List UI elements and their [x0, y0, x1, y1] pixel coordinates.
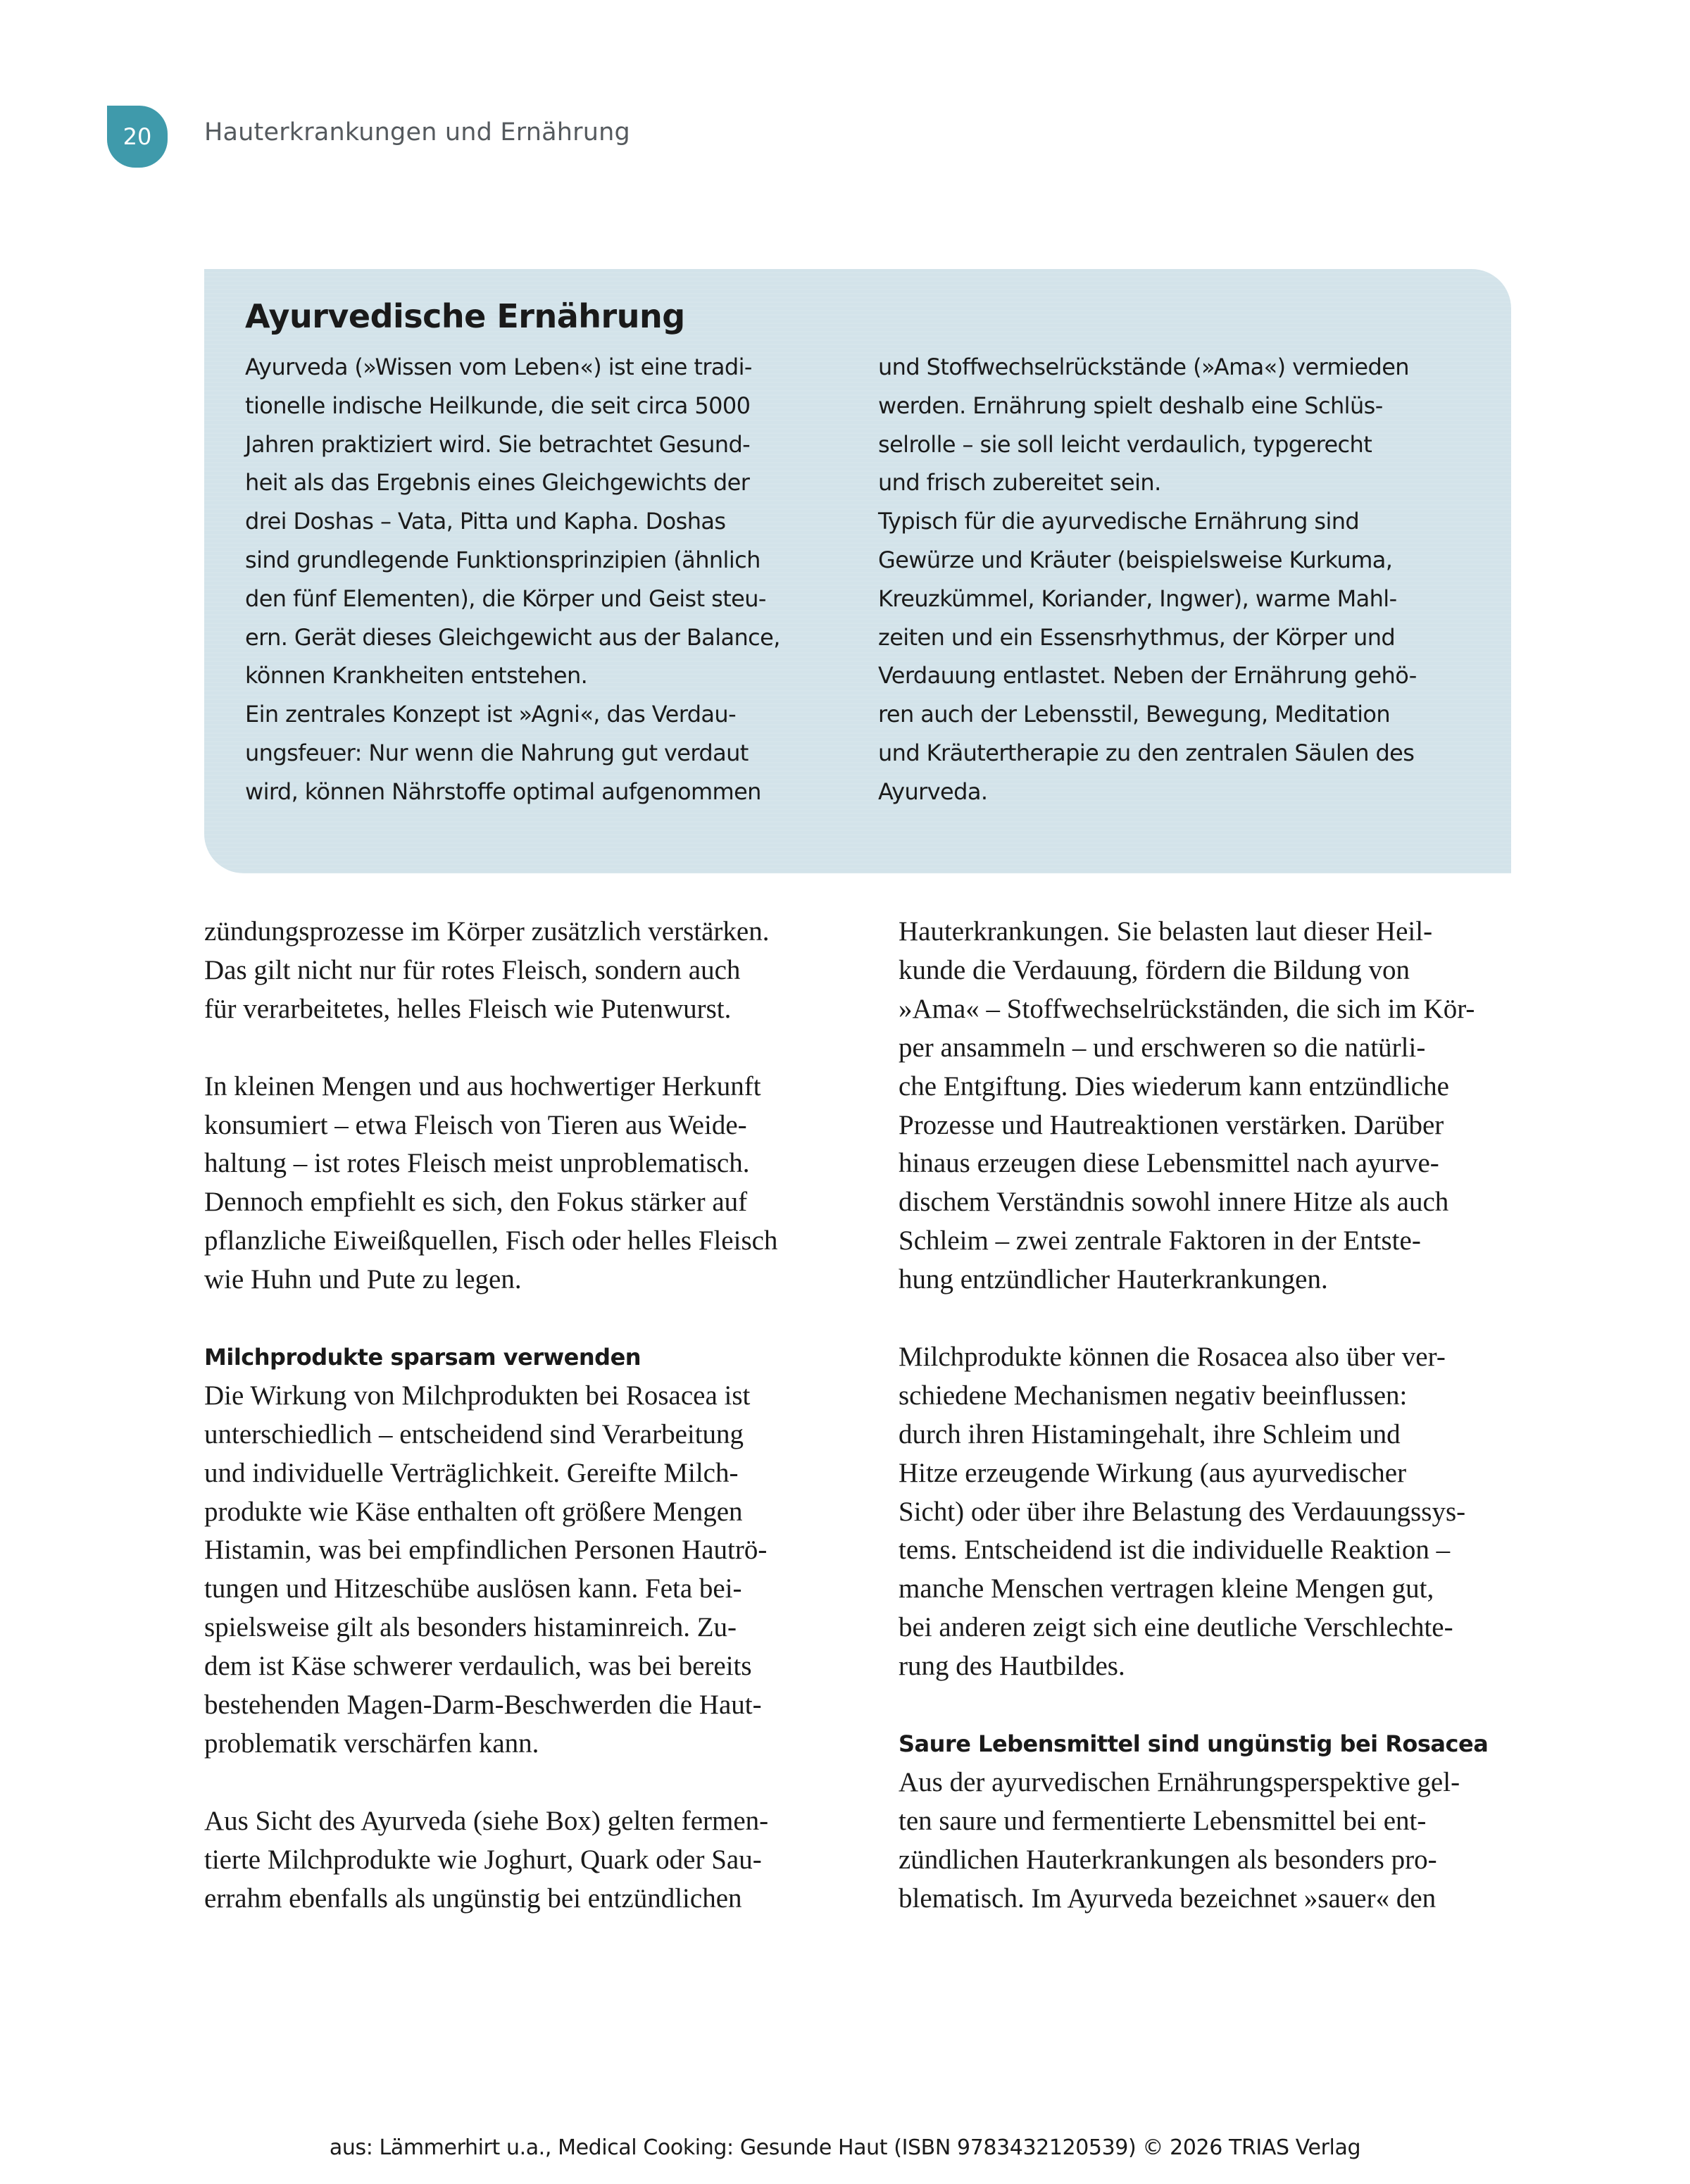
text-line: durch ihren Histamingehalt, ihre Schleim und: [899, 1418, 1401, 1449]
text-line: »Ama« – Stoffwechselrückständen, die sich im Kör-: [899, 993, 1475, 1024]
paragraph: [899, 1764, 1532, 1918]
text-line: Dennoch empfiehlt es sich, den Fokus stärker auf: [204, 1187, 748, 1218]
text-line: rung des Hautbildes.: [899, 1651, 1125, 1682]
text-line: bestehenden Magen-Darm-Beschwerden die Haut-: [204, 1690, 762, 1721]
text-line: tungen und Hitzeschübe auslösen kann. Feta bei-: [204, 1573, 742, 1604]
text-line: wie Huhn und Pute zu legen.: [204, 1264, 522, 1295]
text-line: In kleinen Mengen und aus hochwertiger Herkunft: [204, 1071, 761, 1102]
paragraph-gap: [204, 1764, 838, 1802]
text-line: Sicht) oder über ihre Belastung des Verdauungssys-: [899, 1496, 1466, 1527]
page-number: 20: [123, 123, 152, 150]
text-line: Das gilt nicht nur für rotes Fleisch, sondern auch: [204, 954, 741, 985]
text-line: pflanzliche Eiweißquellen, Fisch oder helles Fleisch: [204, 1225, 778, 1256]
text-line: Hauterkrankungen. Sie belasten laut dieser Heil-: [899, 916, 1433, 947]
text-line: blematisch. Im Ayurveda bezeichnet »sauer« den: [899, 1883, 1436, 1914]
text-line: für verarbeitetes, helles Fleisch wie Putenwurst.: [204, 993, 732, 1024]
text-line: Ein zentrales Konzept ist »Agni«, das Verdau-: [245, 701, 737, 728]
text-line: per ansammeln – und erschweren so die natürli-: [899, 1032, 1426, 1063]
text-line: können Krankheiten entstehen.: [245, 662, 588, 689]
text-line: Prozesse und Hautreaktionen verstärken. Darüber: [899, 1109, 1444, 1140]
running-head: Hauterkrankungen und Ernährung: [204, 118, 630, 146]
text-line: und individuelle Verträglichkeit. Gereifte Milch-: [204, 1457, 739, 1488]
text-line: bei anderen zeigt sich eine deutliche Verschlechte-: [899, 1612, 1453, 1643]
text-line: konsumiert – etwa Fleisch von Tieren aus Weide-: [204, 1109, 747, 1140]
subheading-saure-lebensmittel: Saure Lebensmittel sind ungünstig bei Rosacea: [899, 1730, 1489, 1757]
text-line: und Kräutertherapie zu den zentralen Säulen des: [878, 739, 1415, 766]
text-line: tierte Milchprodukte wie Joghurt, Quark oder Sau-: [204, 1844, 762, 1875]
text-line: ungsfeuer: Nur wenn die Nahrung gut verdaut: [245, 739, 749, 766]
text-line: hinaus erzeugen diese Lebensmittel nach ayurve-: [899, 1148, 1439, 1179]
text-line: Jahren praktiziert wird. Sie betrachtet Gesund-: [245, 430, 751, 458]
paragraph-gap: [899, 1299, 1532, 1338]
text-line: Schleim – zwei zentrale Faktoren in der Entste-: [899, 1225, 1421, 1256]
paragraph: [204, 913, 838, 1029]
text-line: zündlichen Hauterkrankungen als besonders pro-: [899, 1844, 1437, 1875]
text-line: Gewürze und Kräuter (beispielsweise Kurkuma,: [878, 546, 1393, 573]
text-line: und frisch zubereitet sein.: [878, 469, 1161, 497]
text-line: Milchprodukte können die Rosacea also über ver-: [899, 1341, 1446, 1372]
paragraph: [899, 913, 1532, 1299]
text-line: errahm ebenfalls als ungünstig bei entzündlichen: [204, 1883, 742, 1914]
text-line: sind grundlegende Funktionsprinzipien (ähnlich: [245, 546, 760, 573]
body-column-left: [204, 913, 838, 1918]
text-line: hung entzündlicher Hauterkrankungen.: [899, 1264, 1328, 1295]
text-line: selrolle – sie soll leicht verdaulich, typgerecht: [878, 430, 1372, 458]
text-line: unterschiedlich – entscheidend sind Verarbeitung: [204, 1418, 744, 1449]
paragraph-gap: [204, 1029, 838, 1068]
text-line: Die Wirkung von Milchprodukten bei Rosacea ist: [204, 1380, 751, 1411]
text-line: Typisch für die ayurvedische Ernährung sind: [878, 508, 1360, 535]
text-line: und Stoffwechselrückstände (»Ama«) vermieden: [878, 354, 1409, 380]
subheading-milchprodukte: Milchprodukte sparsam verwenden: [204, 1343, 641, 1371]
text-line: dischem Verständnis sowohl innere Hitze als auch: [899, 1187, 1449, 1218]
text-line: drei Doshas – Vata, Pitta und Kapha. Doshas: [245, 508, 726, 535]
text-line: Ayurveda (»Wissen vom Leben«) ist eine tradi-: [245, 354, 752, 380]
text-line: tionelle indische Heilkunde, die seit circa 5000: [245, 392, 751, 419]
text-line: wird, können Nährstoffe optimal aufgenommen: [245, 778, 761, 805]
text-line: schiedene Mechanismen negativ beeinflussen:: [899, 1380, 1408, 1411]
body-column-right: [899, 913, 1532, 1918]
paragraph-gap: [899, 1686, 1532, 1725]
text-line: zeiten und ein Essensrhythmus, der Körper und: [878, 623, 1396, 651]
text-line: Aus Sicht des Ayurveda (siehe Box) gelten fermen-: [204, 1805, 769, 1836]
paragraph: [204, 1068, 838, 1299]
text-line: heit als das Ergebnis eines Gleichgewichts der: [245, 469, 750, 497]
text-line: Ayurveda.: [878, 778, 988, 805]
text-line: Verdauung entlastet. Neben der Ernährung gehö-: [878, 662, 1417, 689]
text-line: dem ist Käse schwerer verdaulich, was bei bereits: [204, 1651, 752, 1682]
text-line: problematik verschärfen kann.: [204, 1728, 539, 1759]
info-box-left-column: [245, 348, 837, 811]
text-line: den fünf Elementen), die Körper und Geist steu-: [245, 585, 766, 612]
text-line: spielsweise gilt als besonders histaminreich. Zu-: [204, 1612, 737, 1643]
text-line: che Entgiftung. Dies wiederum kann entzündliche: [899, 1071, 1449, 1102]
info-box-ayurveda: [204, 269, 1511, 873]
text-line: manche Menschen vertragen kleine Mengen gut,: [899, 1573, 1434, 1604]
paragraph: [204, 1802, 838, 1918]
info-box-right-column: [878, 348, 1470, 811]
text-line: Kreuzkümmel, Koriander, Ingwer), warme Mahl-: [878, 585, 1397, 612]
text-line: Hitze erzeugende Wirkung (aus ayurvedischer: [899, 1457, 1407, 1488]
text-line: haltung – ist rotes Fleisch meist unproblematisch.: [204, 1148, 750, 1179]
info-box-title: Ayurvedische Ernährung: [245, 297, 685, 335]
text-line: Histamin, was bei empfindlichen Personen Hautrö-: [204, 1535, 768, 1566]
paragraph: [899, 1338, 1532, 1686]
text-line: ten saure und fermentierte Lebensmittel bei ent-: [899, 1805, 1427, 1836]
text-line: zündungsprozesse im Körper zusätzlich verstärken.: [204, 916, 770, 947]
text-line: werden. Ernährung spielt deshalb eine Schlüs-: [878, 392, 1383, 419]
paragraph-gap: [204, 1299, 838, 1338]
page-number-badge: [107, 106, 168, 168]
text-line: Aus der ayurvedischen Ernährungsperspektive gel-: [899, 1766, 1460, 1797]
text-line: ren auch der Lebensstil, Bewegung, Meditation: [878, 701, 1391, 728]
footer-citation: aus: Lämmerhirt u.a., Medical Cooking: Gesunde Haut (ISBN 9783432120539) © 2026 TRIAS Verlag: [329, 2135, 1361, 2160]
text-line: produkte wie Käse enthalten oft größere Mengen: [204, 1496, 743, 1527]
text-line: tems. Entscheidend ist die individuelle Reaktion –: [899, 1535, 1451, 1566]
text-line: ern. Gerät dieses Gleichgewicht aus der Balance,: [245, 623, 780, 651]
text-line: kunde die Verdauung, fördern die Bildung von: [899, 954, 1410, 985]
paragraph: [204, 1377, 838, 1764]
